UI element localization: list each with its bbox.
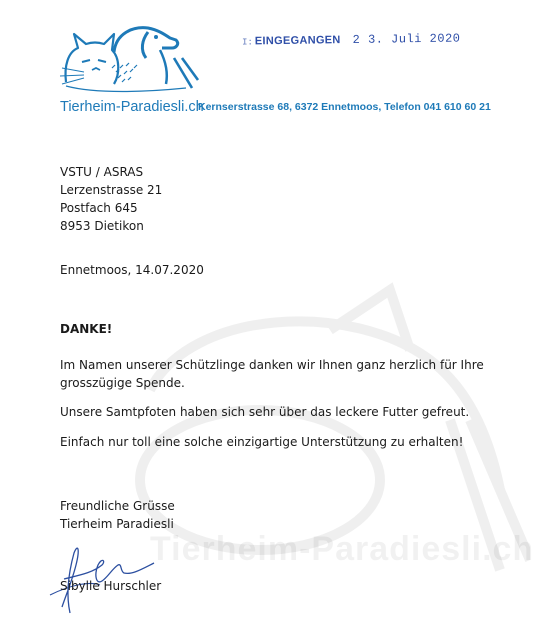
closing-block xyxy=(60,497,175,533)
recipient-address xyxy=(60,163,162,235)
body-line: grosszügige Spende. xyxy=(60,376,185,390)
stamp-date: 2 3. Juli 2020 xyxy=(352,31,461,47)
watermark-text: Tierheim-Paradiesli.ch xyxy=(150,530,535,568)
received-stamp xyxy=(242,28,461,49)
organization-address: Kernserstrasse 68, 6372 Ennetmoos, Telefon 041 610 60 21 xyxy=(198,101,491,113)
closing-greeting: Freundliche Grüsse xyxy=(60,499,175,513)
signer-name: Sibylle Hurschler xyxy=(60,579,162,593)
stamp-prefix: I: xyxy=(241,37,253,48)
letter-subject: DANKE! xyxy=(60,322,113,336)
closing-organization: Tierheim Paradiesli xyxy=(60,517,174,531)
handwritten-signature-icon xyxy=(40,535,170,615)
body-paragraph-2: Unsere Samtpfoten haben sich sehr über das leckere Futter gefreut. xyxy=(60,405,470,419)
body-paragraph-3: Einfach nur toll eine solche einzigartige Unterstützung zu erhalten! xyxy=(60,435,464,449)
recipient-line: VSTU / ASRAS xyxy=(60,165,144,179)
letter-date: Ennetmoos, 14.07.2020 xyxy=(60,263,204,277)
recipient-line: Lerzenstrasse 21 xyxy=(60,183,163,197)
recipient-line: Postfach 645 xyxy=(60,201,138,215)
body-paragraph-1 xyxy=(60,356,484,392)
cat-and-dog-logo-icon xyxy=(56,22,200,102)
body-line: Im Namen unserer Schützlinge danken wir Ihnen ganz herzlich für Ihre xyxy=(60,358,484,372)
stamp-label: EINGEGANGEN xyxy=(254,34,341,48)
organization-name: Tierheim-Paradiesli.ch xyxy=(60,99,204,115)
recipient-line: 8953 Dietikon xyxy=(60,219,144,233)
